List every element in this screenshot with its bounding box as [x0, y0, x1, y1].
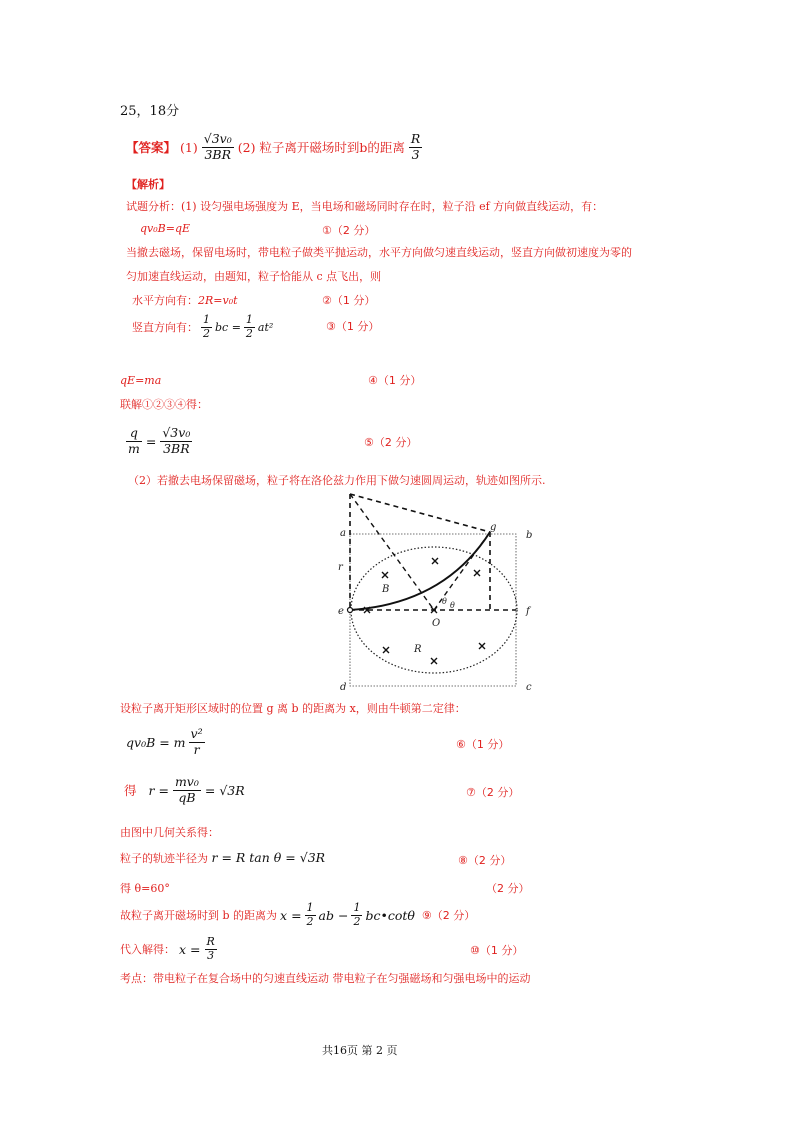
equation-4: qE=ma: [120, 374, 162, 387]
equation-1-points: ①（2 分）: [322, 224, 376, 237]
label-e: e: [338, 606, 344, 617]
label-d: d: [340, 682, 347, 692]
label-B: B: [382, 584, 390, 595]
equation-6-points: ⑥（1 分）: [456, 738, 510, 751]
equation-6-row: qv₀B = m $\frac{\text{v²}}{r}$: [126, 726, 203, 757]
trajectory-diagram: [334, 490, 544, 692]
equation-1: qv₀B=qE: [140, 222, 191, 235]
equation-7-points: ⑦（2 分）: [466, 786, 520, 799]
label-theta-2: θ: [450, 601, 455, 610]
answer-label: 【答案】: [126, 140, 177, 155]
particle-trajectory: [350, 532, 490, 610]
page-footer: 共16页 第 2 页: [322, 1044, 398, 1057]
geometry-line: 由图中几何关系得：: [120, 826, 219, 839]
kaodian-line: 考点：带电粒子在复合场中的匀速直线运动 带电粒子在匀强磁场和匀强电场中的运动: [120, 972, 531, 985]
label-f: f: [526, 606, 530, 617]
equation-5-row: $\frac{q}{m}$ = $\frac{\text{√3v₀}}{3BR}$: [128, 425, 191, 456]
equation-3-points: ③（1 分）: [326, 320, 380, 333]
answer-part1: (1): [180, 139, 198, 155]
equation-10-row: 代入解得： x = $\frac{R}{3}$: [120, 934, 215, 962]
analysis-line-2: 当撤去磁场，保留电场时，带电粒子做类平抛运动，水平方向做匀速直线运动，竖直方向做初速度为零的: [126, 246, 632, 259]
label-g: g: [490, 522, 497, 533]
equation-9a: 得 θ=60°: [120, 882, 170, 895]
equation-4-points: ④（1 分）: [368, 374, 422, 387]
equation-10-points: ⑩（1 分）: [470, 944, 524, 957]
equation-7-row: 得 r = $\frac{\text{mv₀}}{qB}$ = √3R: [124, 774, 245, 805]
field-crosses: [364, 558, 485, 664]
equation-8-row: 粒子的轨迹半径为 r = R tan θ = √3R: [120, 850, 326, 865]
equation-8-points: ⑧（2 分）: [458, 854, 512, 867]
answer-part2: (2) 粒子离开磁场时到b的距离: [237, 140, 405, 155]
combine-line: 联解①②③④得：: [120, 398, 208, 411]
equation-9a-points: （2 分）: [486, 882, 530, 895]
label-b: b: [526, 530, 533, 541]
label-r: r: [338, 562, 343, 573]
answer-fraction-1: $\frac{\text{√3v₀}}{3BR}$: [203, 131, 232, 162]
answer-fraction-2: $\frac{R}{3}$: [410, 131, 421, 162]
answer-line: [126, 130, 422, 164]
label-R: R: [414, 644, 422, 655]
equation-2-row: 水平方向有：2R=v₀t: [132, 294, 238, 307]
problem-header: 25，18分: [120, 104, 180, 119]
equation-3-row: 竖直方向有： $\frac{1}{2}$ bc = $\frac{1}{2}$ at²: [132, 312, 274, 340]
part-2-statement: （2）若撤去电场保留磁场，粒子将在洛伦兹力作用下做匀速圆周运动，轨迹如图所示.: [128, 474, 546, 487]
analysis-line-1: 试题分析：(1) 设匀强电场强度为 E，当电场和磁场同时存在时，粒子沿 ef 方向做直线运动，有：: [126, 200, 604, 213]
label-O: O: [432, 618, 441, 629]
label-c: c: [526, 682, 532, 692]
dashed-apex-to-g: [350, 494, 490, 532]
label-theta-1: θ: [442, 597, 447, 606]
analysis-line-3: 匀加速直线运动，由题知，粒子恰能从 c 点飞出，则: [126, 270, 382, 283]
after-figure-line: 设粒子离开矩形区域时的位置 g 离 b 的距离为 x，则由牛顿第二定律：: [120, 702, 466, 715]
label-a: a: [340, 528, 346, 539]
equation-9-row: 故粒子离开磁场时到 b 的距离为 x = $\frac{1}{2}$ ab − $\frac{1}{2}$ bc•cotθ ⑨（2 分）: [120, 900, 476, 928]
equation-5-points: ⑤（2 分）: [364, 436, 418, 449]
equation-2-points: ②（1 分）: [322, 294, 376, 307]
analysis-label: 【解析】: [126, 178, 170, 191]
